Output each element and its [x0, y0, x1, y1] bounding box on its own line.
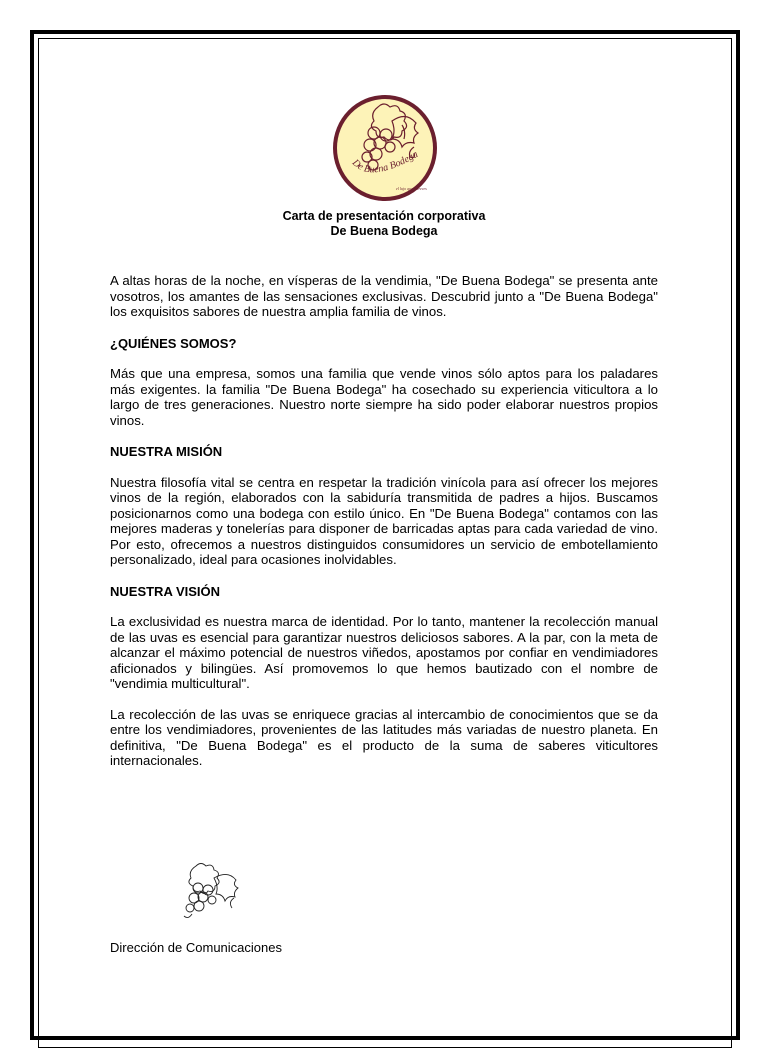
document-title	[0, 209, 768, 239]
logo-tagline: el lujo que mereces	[396, 186, 427, 191]
heading-mision: NUESTRA MISIÓN	[110, 444, 223, 459]
title-line-2: De Buena Bodega	[330, 224, 438, 238]
letter-body	[110, 273, 658, 769]
vision-paragraph-2: La recolección de las uvas se enriquece gracias al intercambio de conocimientos que se da entre los vendimiadores, provenientes de las latitudes más variadas de nuestro planeta. En definitiva, "De Buena Bodega" es el producto de la suma de saberes viticultores internacionales.	[110, 706, 658, 768]
mision-paragraph: Nuestra filosofía vital se centra en respetar la tradición vinícola para así ofrecer los mejores vinos de la región, elaborados con la sabiduría transmitida de padres a hijos. Buscamos posicionarnos como una bodega con estilo único. En "De Buena Bodega" contamos con las mejores maderas y tonelerías para disponer de barricadas aptas para cada variedad de vino. Por esto, ofrecemos a nuestros distinguidos consumidores un servicio de embotellamiento personalizado, ideal para ocasiones inolvidables.	[110, 474, 658, 567]
signature-department: Dirección de Comunicaciones	[110, 940, 282, 955]
heading-vision: NUESTRA VISIÓN	[110, 583, 221, 599]
vision-paragraph-1: La exclusividad es nuestra marca de identidad. Por lo tanto, mantener la recolección manual de las uvas es esencial para garantizar nuestros deliciosos sabores. A la par, con la meta de alcanzar el máximo potencial de nuestros viñedos, apostamos por confiar en vendimiadores aficionados y bilingües. Así promovemos lo que hemos bautizado con el nombre de "vendimia multicultural".	[110, 614, 658, 691]
intro-paragraph: A altas horas de la noche, en vísperas de la vendimia, "De Buena Bodega" se presenta ante vosotros, los amantes de las sensaciones exclusivas. Descubrid junto a "De Buena Bodega" los exquisitos sabores de nuestra amplia familia de vinos.	[110, 273, 658, 319]
logo-brand-text: De Buena Bodega	[349, 148, 421, 176]
grape-cluster-icon	[178, 860, 244, 922]
heading-quienes-somos: ¿QUIÉNES SOMOS?	[110, 335, 237, 351]
grape-cluster-icon	[330, 93, 440, 203]
quienes-somos-paragraph: Más que una empresa, somos una familia que vende vinos sólo aptos para los paladares más exigentes. la familia "De Buena Bodega" ha cosechado su experiencia viticultora a lo largo de tres generaciones. Nuestro norte siempre ha sido poder elaborar nuestros propios vinos.	[110, 366, 658, 428]
title-line-1: Carta de presentación corporativa	[282, 209, 486, 223]
